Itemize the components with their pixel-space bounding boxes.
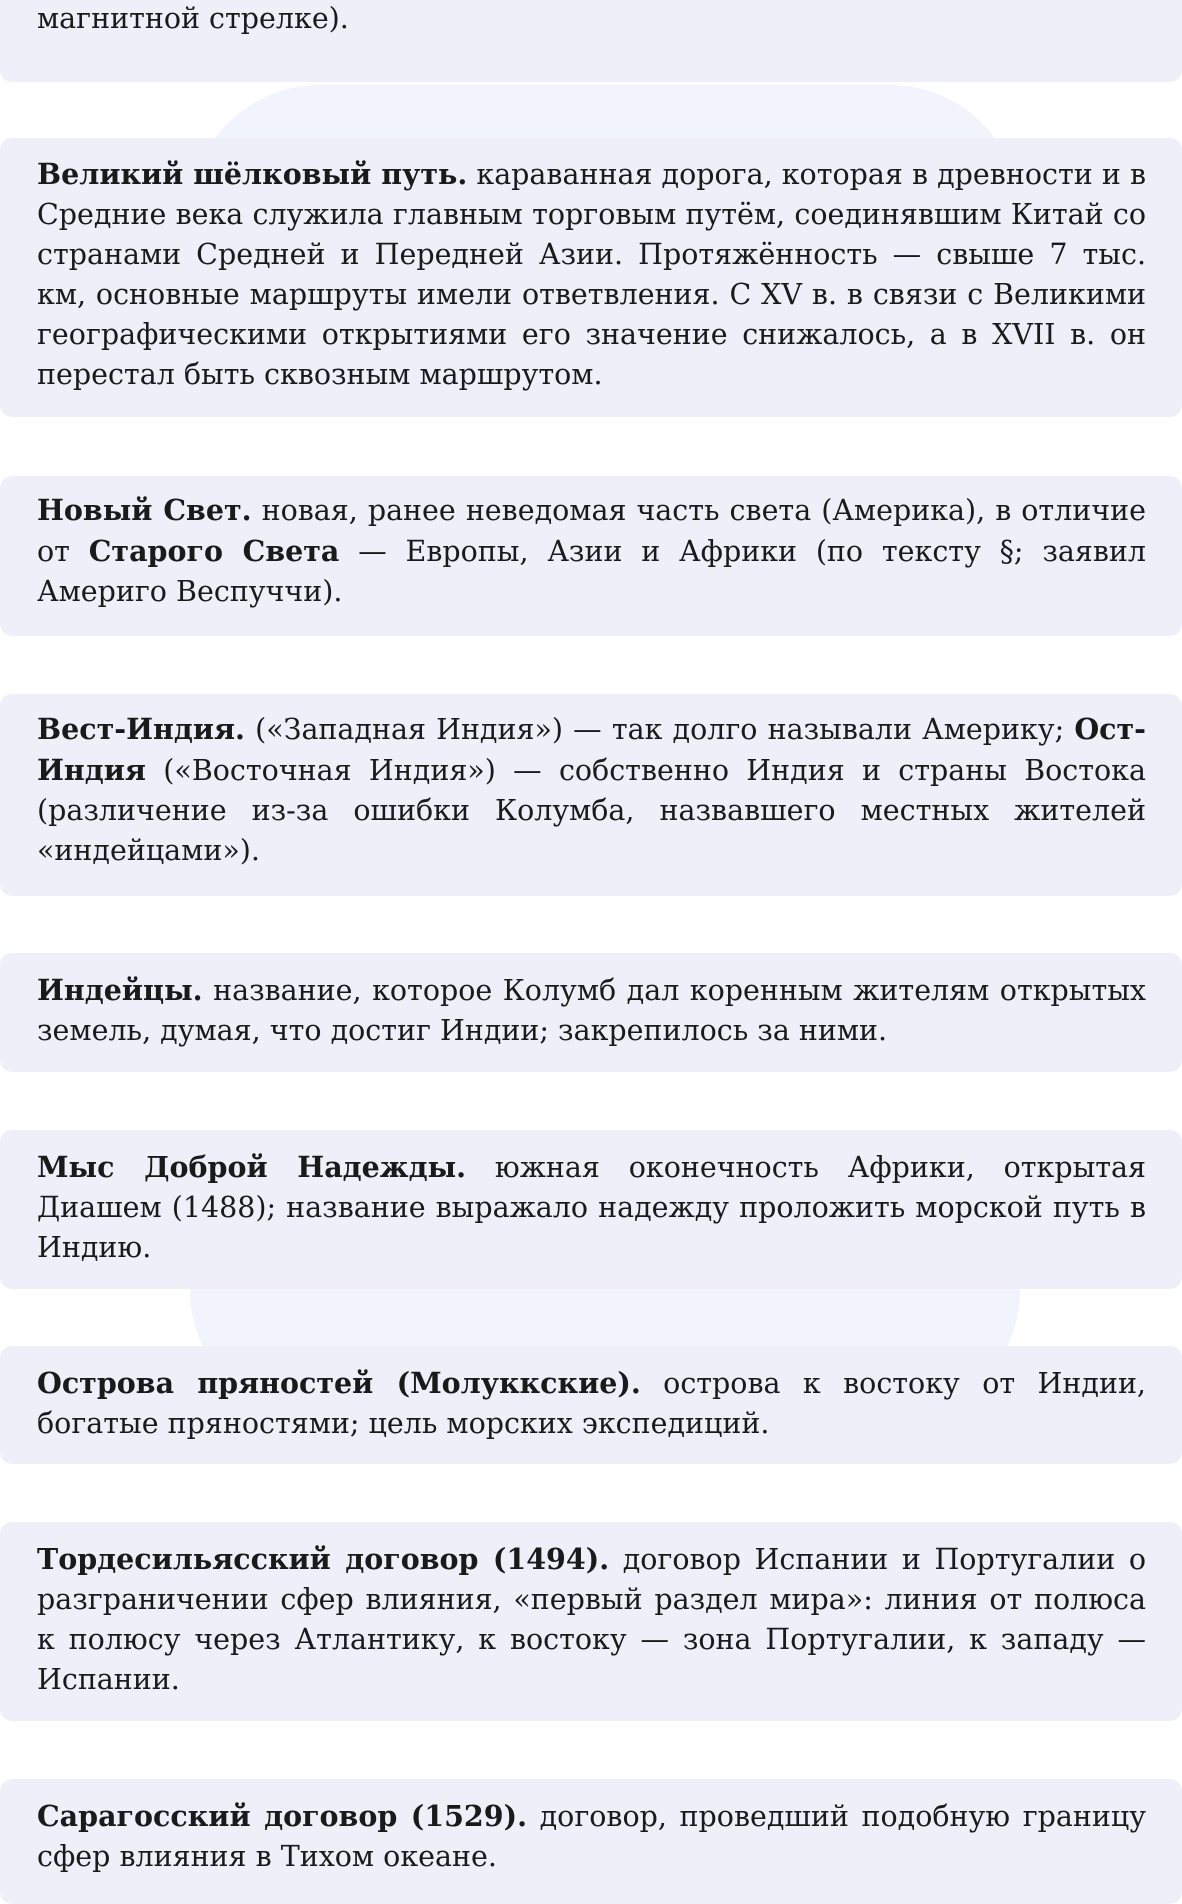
entry-term: Мыс Доброй Надежды. bbox=[37, 1150, 467, 1184]
entry-definition: договор Испании и Португалии о разграничении сфер влияния, «первый раздел мира»: линия от полюса к полюсу через Атлантику, к востоку — зона Португалии, к западу — Испании. bbox=[37, 1543, 1146, 1696]
entry-text bbox=[37, 1363, 1146, 1444]
glossary-entry bbox=[0, 138, 1182, 417]
entry-text bbox=[37, 0, 1146, 39]
entry-text bbox=[37, 709, 1146, 871]
entry-definition: южная оконечность Африки, открытая Диашем (1488); название выражало надежду проложить морской путь в Индию. bbox=[37, 1151, 1146, 1264]
entry-definition: новая, ранее неведомая часть света (Америка), в отличие от bbox=[37, 494, 1146, 568]
glossary-entry bbox=[0, 953, 1182, 1072]
entry-term: Тордесильясский договор (1494). bbox=[37, 1542, 610, 1576]
entry-term: Сарагосский договор (1529). bbox=[37, 1799, 527, 1833]
entry-definition: магнитной стрелке). bbox=[37, 2, 349, 35]
entry-term: Острова пряностей (Молуккские). bbox=[37, 1366, 641, 1400]
glossary-entry bbox=[0, 1779, 1182, 1904]
glossary-entry bbox=[0, 1346, 1182, 1464]
glossary-entry bbox=[0, 476, 1182, 636]
entry-term: Индейцы. bbox=[37, 973, 203, 1007]
entry-definition-secondary: («Восточная Индия») — собственно Индия и страны Востока (различение из-за ошибки Колумба, назвавшего местных жителей «индейцами»). bbox=[37, 754, 1146, 867]
glossary-entry bbox=[0, 1130, 1182, 1289]
entry-term-secondary: Старого Света bbox=[88, 534, 340, 568]
glossary-entry bbox=[0, 0, 1182, 82]
entry-text bbox=[37, 1147, 1146, 1268]
entry-definition-secondary: — Европы, Азии и Африки (по тексту §; заявил Америго Веспуччи). bbox=[37, 535, 1146, 608]
entry-text bbox=[37, 490, 1146, 612]
entry-term: Великий шёлковый путь. bbox=[37, 157, 468, 191]
entry-text bbox=[37, 154, 1146, 395]
entry-text bbox=[37, 1796, 1146, 1877]
entry-text bbox=[37, 970, 1146, 1051]
entry-definition: договор, проведший подобную границу сфер влияния в Тихом океане. bbox=[37, 1800, 1147, 1873]
entry-definition: название, которое Колумб дал коренным жителям открытых земель, думая, что достиг Индии; закрепилось за ними. bbox=[37, 974, 1146, 1047]
glossary-entry bbox=[0, 694, 1182, 896]
entry-text bbox=[37, 1539, 1146, 1700]
entry-definition: («Западная Индия») — так долго называли Америку; bbox=[244, 713, 1075, 746]
entry-term-secondary: Ост-Индия bbox=[37, 712, 1146, 787]
entry-definition: острова к востоку от Индии, богатые пряностями; цель морских экспедиций. bbox=[37, 1367, 1146, 1440]
entry-term: Вест-Индия. bbox=[37, 712, 245, 746]
glossary-entry bbox=[0, 1522, 1182, 1721]
entry-term: Новый Свет. bbox=[37, 493, 252, 527]
entry-definition: караванная дорога, которая в древности и в Средние века служила главным торговым путём, соединявшим Китай со странами Средней и Передней Азии. Протяжённость — свыше 7 тыс. км, основные маршруты имели ответвления. С XV в. в связи с Великими географическими открытиями его значение снижалось, а в XVII в. он перестал быть сквозным маршрутом. bbox=[37, 158, 1146, 391]
